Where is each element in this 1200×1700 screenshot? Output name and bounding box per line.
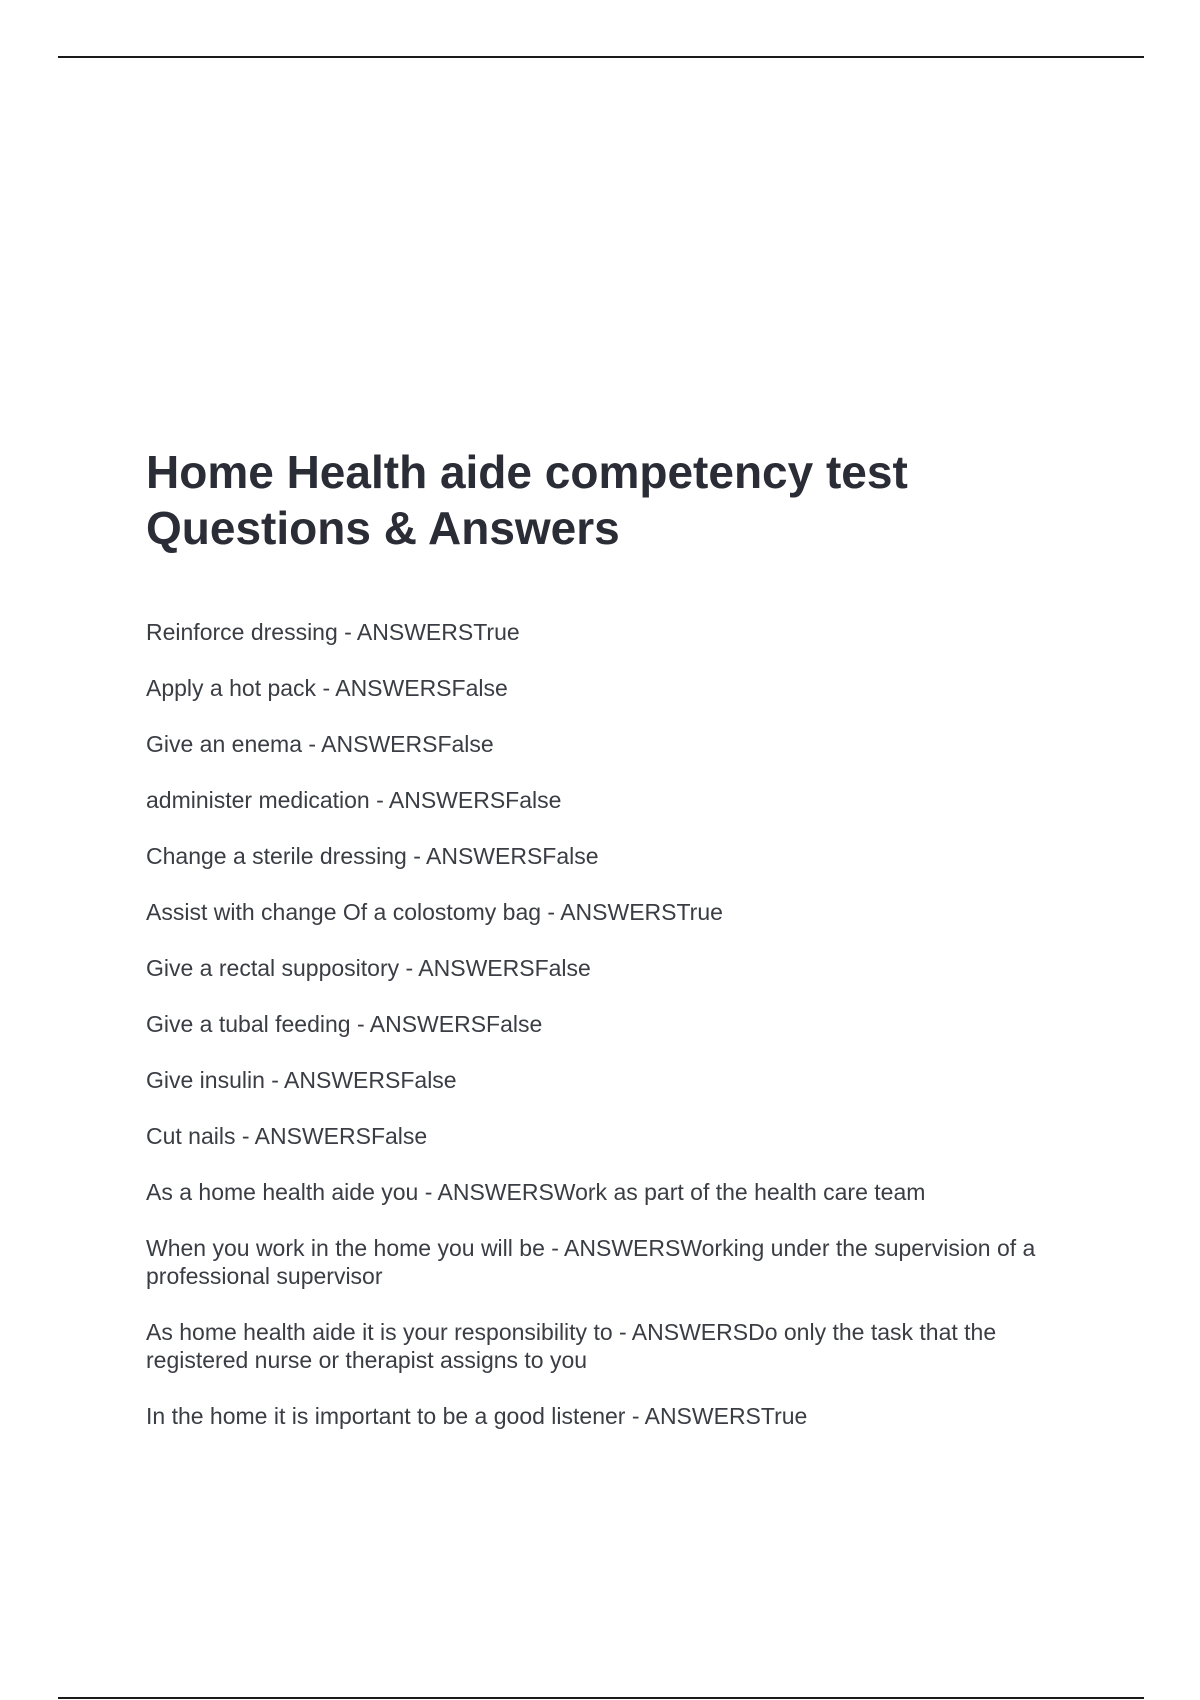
qa-item: Give a tubal feeding - ANSWERSFalse	[146, 1011, 543, 1037]
qa-item: As home health aide it is your responsibility to - ANSWERSDo only the task that the registered nurse or therapist assigns to you	[146, 1319, 997, 1373]
qa-item: Reinforce dressing - ANSWERSTrue	[146, 619, 520, 645]
qa-item: Give insulin - ANSWERSFalse	[146, 1067, 457, 1093]
title-line-1: Home Health aide competency test	[146, 446, 908, 498]
qa-item: Give an enema - ANSWERSFalse	[146, 731, 494, 757]
qa-list	[146, 618, 1096, 1430]
qa-item: Change a sterile dressing - ANSWERSFalse	[146, 843, 599, 869]
title-line-2: Questions & Answers	[146, 502, 620, 554]
bottom-rule	[58, 1697, 1144, 1699]
qa-item: administer medication - ANSWERSFalse	[146, 787, 562, 813]
qa-item: When you work in the home you will be - ANSWERSWorking under the supervision of a professional supervisor	[146, 1235, 1036, 1289]
qa-item: Assist with change Of a colostomy bag - ANSWERSTrue	[146, 899, 723, 925]
qa-item: As a home health aide you - ANSWERSWork as part of the health care team	[146, 1179, 926, 1205]
document-title	[146, 444, 1096, 556]
qa-item: Apply a hot pack - ANSWERSFalse	[146, 675, 508, 701]
top-rule	[58, 56, 1144, 58]
document-body	[146, 444, 1096, 1458]
qa-item: In the home it is important to be a good listener - ANSWERSTrue	[146, 1403, 808, 1429]
qa-item: Cut nails - ANSWERSFalse	[146, 1123, 428, 1149]
qa-item: Give a rectal suppository - ANSWERSFalse	[146, 955, 591, 981]
